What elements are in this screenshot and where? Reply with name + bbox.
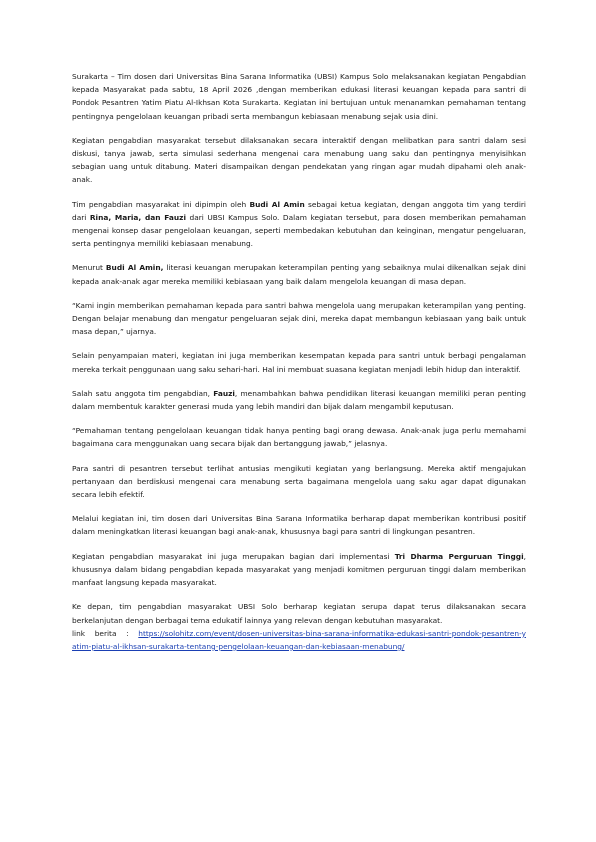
text-segment: Salah satu anggota tim pengabdian, xyxy=(72,388,214,398)
tridharma-term: Tri Dharma Perguruan Tinggi xyxy=(394,551,524,561)
text-segment: dari UBSI Kampus Solo. Dalam kegiatan tersebut, para dosen memberikan pemahaman mengenai konsep dasar pengelolaan keuangan, seperti membedakan kebutuhan dan keinginan, mengatur pengeluaran, serta pentingnya memiliki kebiasaan menabung. xyxy=(72,212,526,249)
paragraph-intro: Surakarta – Tim dosen dari Universitas Bina Sarana Informatika (UBSI) Kampus Solo melaksanakan kegiatan Pengabdian kepada Masyarakat pada sabtu, 18 April 2026 ,dengan memberikan edukasi literasi keuangan kepada para santri di Pondok Pesantren Yatim Piatu Al-Ikhsan Kota Surakarta. Kegiatan ini bertujuan untuk menanamkan pemahaman tentang pentingnya pengelolaan keuangan pribadi serta membangun kebiasaan menabung sejak usia dini. xyxy=(72,72,526,121)
leader-name: Budi Al Amin xyxy=(249,199,305,209)
text-segment: sebagai ketua kegiatan, dengan anggota tim yang terdiri dari xyxy=(72,199,526,222)
text-segment: Kegiatan pengabdian masyarakat ini juga merupakan bagian dari implementasi xyxy=(72,551,395,561)
paragraph-member xyxy=(72,387,526,413)
paragraph-opinion xyxy=(72,261,526,287)
news-link-line xyxy=(72,627,526,653)
text-segment: literasi keuangan merupakan keterampilan penting yang sebaiknya mulai dikenalkan sejak dini kepada anak-anak agar mereka memiliki kebiasaan yang baik dalam mengelola keuangan di masa depan. xyxy=(72,263,526,286)
text-segment: Tim pengabdian masyarakat ini dipimpin oleh xyxy=(72,199,250,209)
paragraph-enthusiasm: Para santri di pesantren tersebut terlihat antusias mengikuti kegiatan yang berlangsung. Mereka aktif mengajukan pertanyaan dan berdiskusi mengenai cara menabung serta bagaimana mengelola uang saku agar dapat digunakan secara lebih efektif. xyxy=(72,463,526,500)
paragraph-quote-2: “Pemahaman tentang pengelolaan keuangan tidak hanya penting bagi orang dewasa. Anak-anak juga perlu memahami bagaimana cara menggunakan uang secara bijak dan bertanggung jawab,” jelasnya. xyxy=(72,426,526,449)
article-body xyxy=(72,70,526,664)
paragraph-quote-1: “Kami ingin memberikan pemahaman kepada para santri bahwa mengelola uang merupakan keterampilan yang penting. Dengan belajar menabung dan mengatur pengeluaran sejak dini, mereka dapat membangun kebiasaan yang baik untuk masa depan,” ujarnya. xyxy=(72,300,526,337)
leader-name: Budi Al Amin, xyxy=(105,263,164,273)
paragraph-future: Ke depan, tim pengabdian masyarakat UBSI Solo berharap kegiatan serupa dapat terus dilaksanakan secara berkelanjutan dengan berbagai tema edukatif lainnya yang relevan dengan kebutuhan masyarakat. xyxy=(72,602,526,625)
paragraph-tridharma xyxy=(72,550,526,590)
paragraph-sharing: Selain penyampaian materi, kegiatan ini juga memberikan kesempatan kepada para santri untuk berbagi pengalaman mereka terkait penggunaan uang saku sehari-hari. Hal ini membuat suasana kegiatan menjadi lebih hidup dan interaktif. xyxy=(72,351,526,374)
text-segment: Menurut xyxy=(72,263,106,273)
text-segment: , menambahkan bahwa pendidikan literasi keuangan memiliki peran penting dalam membentuk karakter generasi muda yang lebih mandiri dan bijak dalam mengambil keputusan. xyxy=(72,388,527,412)
news-link[interactable]: https://solohitz.com/event/dosen-universitas-bina-sarana-informatika-edukasi-santri-pondok-pesantren-yatim-piatu-al-ikhsan-surakarta-tentang-pengelolaan-keuangan-dan-kebiasaan-menabung/ xyxy=(72,628,526,651)
paragraph-team xyxy=(72,198,526,251)
paragraph-activity: Kegiatan pengabdian masyarakat tersebut dilaksanakan secara interaktif dengan melibatkan para santri dalam sesi diskusi, tanya jawab, serta simulasi sederhana mengenai cara menabung uang saku dan pentingnya menyisihkan sebagian uang untuk ditabung. Materi disampaikan dengan pendekatan yang ringan agar mudah dipahami oleh anak-anak. xyxy=(72,135,526,185)
news-link-label: link berita : xyxy=(72,628,139,638)
paragraph-contribution: Melalui kegiatan ini, tim dosen dari Universitas Bina Sarana Informatika berharap dapat memberikan kontribusi positif dalam meningkatkan literasi keuangan bagi anak-anak, khususnya bagi para santri di lingkungan pesantren. xyxy=(72,514,526,537)
text-segment: , khususnya dalam bidang pengabdian kepada masyarakat yang menjadi komitmen perguruan tinggi dalam memberikan manfaat langsung kepada masyarakat. xyxy=(72,551,526,588)
member-names: Rina, Maria, dan Fauzi xyxy=(89,212,186,222)
member-name: Fauzi xyxy=(213,388,235,398)
